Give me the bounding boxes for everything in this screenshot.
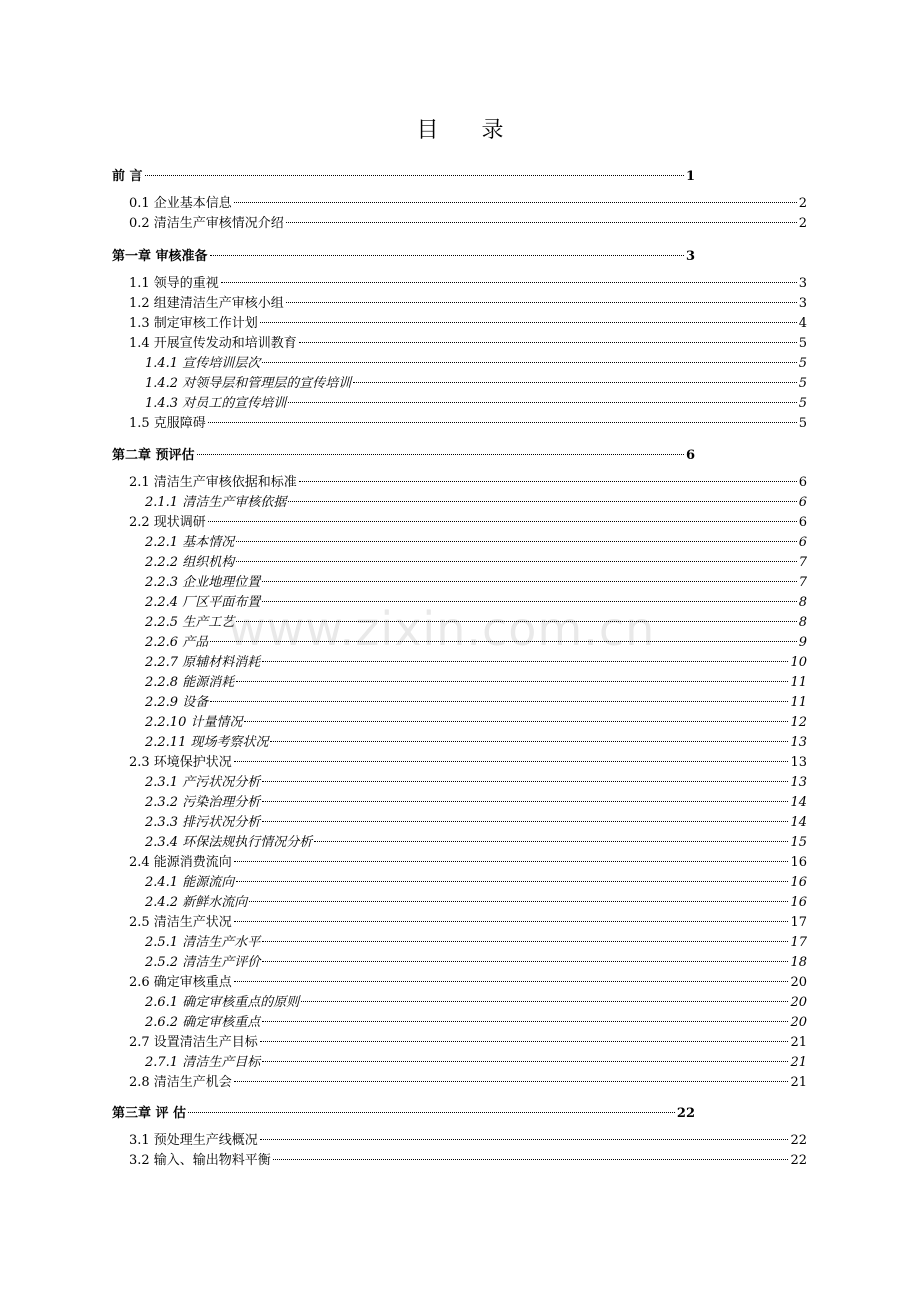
toc-entry-page: 18 (790, 955, 807, 970)
toc-dot-leader (260, 322, 797, 323)
toc-entry-label: 第二章 预评估 (112, 448, 195, 463)
toc-entry-page: 2 (798, 196, 807, 211)
toc-dot-leader (188, 1112, 675, 1113)
toc-entry[interactable] (0, 914, 920, 932)
toc-entry-page: 22 (676, 1106, 695, 1121)
toc-entry-page: 9 (798, 635, 807, 650)
toc-dot-leader (210, 255, 684, 256)
toc-entry-page: 22 (790, 1153, 807, 1168)
toc-entry-label: 第一章 审核准备 (112, 249, 208, 264)
toc-entry-page: 13 (790, 755, 807, 770)
toc-dot-leader (262, 801, 788, 802)
toc-entry[interactable] (0, 1152, 920, 1170)
toc-entry-page: 8 (798, 615, 807, 630)
toc-entry[interactable] (0, 854, 920, 872)
toc-dot-leader (221, 282, 797, 283)
toc-entry-label: 1.4 开展宣传发动和培训教育 (129, 336, 297, 351)
toc-entry-page: 11 (790, 675, 807, 690)
toc-entry-label: 2.2.7 原辅材料消耗 (145, 655, 261, 670)
toc-entry[interactable] (0, 1132, 920, 1150)
toc-entry-page: 13 (790, 775, 807, 790)
toc-entry-label: 1.3 制定审核工作计划 (129, 316, 258, 331)
toc-entry-label: 1.4.3 对员工的宣传培训 (145, 396, 287, 411)
toc-entry[interactable] (0, 315, 920, 333)
toc-entry-page: 7 (798, 575, 807, 590)
toc-entry[interactable] (0, 215, 920, 233)
toc-entry-label: 3.2 输入、输出物料平衡 (129, 1153, 271, 1168)
toc-entry-page: 17 (790, 915, 807, 930)
toc-entry-label: 1.4.2 对领导层和管理层的宣传培训 (145, 376, 352, 391)
toc-entry[interactable] (0, 994, 920, 1012)
toc-entry[interactable] (0, 794, 920, 812)
toc-dot-leader (262, 821, 788, 822)
toc-entry-page: 14 (790, 795, 807, 810)
toc-entry-page: 21 (790, 1055, 807, 1070)
toc-entry-page: 17 (790, 935, 807, 950)
toc-dot-leader (299, 342, 797, 343)
toc-entry[interactable] (0, 415, 920, 433)
toc-entry[interactable] (0, 474, 920, 492)
toc-entry-label: 2.4 能源消费流向 (129, 855, 232, 870)
toc-entry-page: 4 (798, 316, 807, 331)
toc-dot-leader (249, 901, 788, 902)
toc-entry-label: 2.2.6 产品 (145, 635, 209, 650)
toc-dot-leader (262, 961, 788, 962)
toc-dot-leader (262, 661, 788, 662)
toc-entry[interactable] (0, 894, 920, 912)
toc-entry-page: 5 (798, 416, 807, 431)
toc-entry-label: 1.4.1 宣传培训层次 (145, 356, 261, 371)
toc-entry-page: 8 (798, 595, 807, 610)
toc-entry-page: 3 (798, 296, 807, 311)
toc-entry[interactable] (0, 1105, 808, 1123)
toc-dot-leader (197, 454, 684, 455)
toc-dot-leader (262, 581, 797, 582)
toc-dot-leader (262, 601, 797, 602)
toc-entry-page: 20 (790, 975, 807, 990)
toc-entry[interactable] (0, 714, 920, 732)
toc-entry-label: 2.2.3 企业地理位置 (145, 575, 261, 590)
toc-entry-label: 2.3.3 排污状况分析 (145, 815, 261, 830)
toc-entry-label: 2.4.1 能源流向 (145, 875, 235, 890)
toc-dot-leader (260, 1041, 789, 1042)
toc-dot-leader (145, 175, 684, 176)
toc-entry-label: 2.5.2 清洁生产评价 (145, 955, 261, 970)
toc-entry[interactable] (0, 754, 920, 772)
toc-entry[interactable] (0, 954, 920, 972)
toc-entry[interactable] (0, 514, 920, 532)
toc-dot-leader (234, 202, 797, 203)
toc-entry[interactable] (0, 1034, 920, 1052)
toc-entry[interactable] (0, 814, 920, 832)
toc-entry-page: 10 (790, 655, 807, 670)
toc-dot-leader (286, 222, 797, 223)
toc-entry-label: 2.3 环境保护状况 (129, 755, 232, 770)
toc-dot-leader (234, 921, 789, 922)
toc-dot-leader (262, 362, 797, 363)
toc-entry-label: 2.6 确定审核重点 (129, 975, 232, 990)
toc-entry[interactable] (0, 375, 920, 393)
toc-entry[interactable] (0, 634, 920, 652)
toc-entry-label: 2.2.2 组织机构 (145, 555, 235, 570)
toc-entry-label: 2.8 清洁生产机会 (129, 1075, 232, 1090)
toc-entry-page: 22 (790, 1133, 807, 1148)
toc-entry-label: 0.2 清洁生产审核情况介绍 (129, 216, 284, 231)
toc-entry-label: 2.6.2 确定审核重点 (145, 1015, 261, 1030)
toc-entry-label: 2.1.1 清洁生产审核依据 (145, 495, 287, 510)
toc-dot-leader (234, 761, 789, 762)
toc-dot-leader (244, 721, 788, 722)
toc-entry[interactable] (0, 554, 920, 572)
toc-entry-label: 2.2.11 现场考察状况 (145, 735, 269, 750)
toc-entry-label: 2.7 设置清洁生产目标 (129, 1035, 258, 1050)
toc-entry[interactable] (0, 1074, 920, 1092)
toc-entry[interactable] (0, 1014, 920, 1032)
toc-dot-leader (288, 402, 797, 403)
toc-entry[interactable] (0, 874, 920, 892)
toc-entry-page: 5 (798, 396, 807, 411)
toc-entry[interactable] (0, 355, 920, 373)
toc-entry-page: 1 (685, 169, 695, 184)
toc-entry-page: 13 (790, 735, 807, 750)
toc-entry[interactable] (0, 395, 920, 413)
toc-entry-label: 2.5 清洁生产状况 (129, 915, 232, 930)
toc-entry-label: 第三章 评 估 (112, 1106, 187, 1121)
toc-entry-page: 5 (798, 376, 807, 391)
toc-entry-page: 6 (798, 475, 807, 490)
toc-dot-leader (286, 302, 797, 303)
toc-entry-label: 1.1 领导的重视 (129, 276, 219, 291)
toc-entry-label: 2.3.1 产污状况分析 (145, 775, 261, 790)
toc-entry-label: 1.5 克服障碍 (129, 416, 206, 431)
toc-entry-page: 11 (790, 695, 807, 710)
toc-entry-label: 1.2 组建清洁生产审核小组 (129, 296, 284, 311)
toc-entry-label: 3.1 预处理生产线概况 (129, 1133, 258, 1148)
toc-entry-label: 2.2.1 基本情况 (145, 535, 235, 550)
toc-entry-label: 2.7.1 清洁生产目标 (145, 1055, 261, 1070)
toc-entry[interactable] (0, 734, 920, 752)
toc-entry-page: 21 (790, 1075, 807, 1090)
toc-dot-leader (236, 681, 788, 682)
toc-dot-leader (234, 981, 789, 982)
toc-entry[interactable] (0, 534, 920, 552)
toc-entry-page: 6 (685, 448, 695, 463)
toc-entry-page: 16 (790, 855, 807, 870)
toc-dot-leader (262, 1021, 788, 1022)
toc-entry-page: 3 (798, 276, 807, 291)
toc-entry-label: 2.3.2 污染治理分析 (145, 795, 261, 810)
toc-entry-label: 2.2.10 计量情况 (145, 715, 243, 730)
toc-entry[interactable] (0, 774, 920, 792)
toc-entry-label: 2.3.4 环保法规执行情况分析 (145, 835, 313, 850)
toc-entry-page: 15 (790, 835, 807, 850)
toc-entry[interactable] (0, 1054, 920, 1072)
toc-entry[interactable] (0, 834, 920, 852)
toc-entry-page: 7 (798, 555, 807, 570)
toc-dot-leader (210, 701, 788, 702)
toc-entry-label: 2.2 现状调研 (129, 515, 206, 530)
toc-entry[interactable] (0, 195, 920, 213)
toc-entry-page: 6 (798, 495, 807, 510)
toc-dot-leader (208, 521, 797, 522)
toc-dot-leader (234, 1081, 789, 1082)
toc-entry[interactable] (0, 335, 920, 353)
toc-entry-label: 2.2.8 能源消耗 (145, 675, 235, 690)
toc-entry-label: 2.6.1 确定审核重点的原则 (145, 995, 300, 1010)
toc-entry-label: 2.2.5 生产工艺 (145, 615, 235, 630)
toc-entry[interactable] (0, 248, 808, 266)
toc-entry-page: 3 (685, 249, 695, 264)
toc-dot-leader (236, 541, 797, 542)
toc-dot-leader (262, 1061, 788, 1062)
toc-dot-leader (210, 641, 797, 642)
toc-entry[interactable] (0, 447, 808, 465)
toc-entry-page: 14 (790, 815, 807, 830)
toc-entry[interactable] (0, 694, 920, 712)
toc-dot-leader (236, 621, 797, 622)
toc-dot-leader (260, 1139, 789, 1140)
toc-dot-leader (262, 781, 788, 782)
toc-dot-leader (353, 382, 797, 383)
toc-entry-page: 5 (798, 356, 807, 371)
toc-entry-label: 前 言 (112, 169, 143, 184)
toc-entry-label: 2.1 清洁生产审核依据和标准 (129, 475, 297, 490)
toc-dot-leader (236, 881, 788, 882)
toc-entry-label: 2.5.1 清洁生产水平 (145, 935, 261, 950)
toc-entry-page: 12 (790, 715, 807, 730)
toc-entry-page: 20 (790, 995, 807, 1010)
toc-entry-page: 2 (798, 216, 807, 231)
toc-entry-label: 2.2.4 厂区平面布置 (145, 595, 261, 610)
toc-dot-leader (270, 741, 788, 742)
toc-entry-label: 2.2.9 设备 (145, 695, 209, 710)
toc-entry-label: 2.4.2 新鲜水流向 (145, 895, 248, 910)
toc-entry-page: 16 (790, 875, 807, 890)
toc-entry-page: 20 (790, 1015, 807, 1030)
toc-dot-leader (314, 841, 788, 842)
toc-entry[interactable] (0, 295, 920, 313)
toc-entry[interactable] (0, 974, 920, 992)
toc-entry[interactable] (0, 168, 808, 186)
toc-dot-leader (262, 941, 788, 942)
toc-entry[interactable] (0, 275, 920, 293)
toc-entry-page: 16 (790, 895, 807, 910)
toc-entry[interactable] (0, 654, 920, 672)
page-title: 目 录 (416, 118, 522, 143)
toc-entry-label: 0.1 企业基本信息 (129, 196, 232, 211)
toc-dot-leader (236, 561, 797, 562)
toc-entry-page: 6 (798, 535, 807, 550)
toc-entry-page: 6 (798, 515, 807, 530)
toc-entry[interactable] (0, 934, 920, 952)
toc-entry[interactable] (0, 594, 920, 612)
toc-dot-leader (208, 422, 797, 423)
toc-dot-leader (301, 1001, 788, 1002)
toc-entry[interactable] (0, 494, 920, 512)
toc-entry[interactable] (0, 674, 920, 692)
watermark: www.zixin.com.cn (228, 602, 656, 656)
toc-entry[interactable] (0, 614, 920, 632)
toc-entry-page: 5 (798, 336, 807, 351)
toc-dot-leader (299, 481, 797, 482)
toc-dot-leader (288, 501, 797, 502)
toc-entry[interactable] (0, 574, 920, 592)
toc-entry-page: 21 (790, 1035, 807, 1050)
toc-dot-leader (234, 861, 789, 862)
toc-dot-leader (273, 1159, 789, 1160)
